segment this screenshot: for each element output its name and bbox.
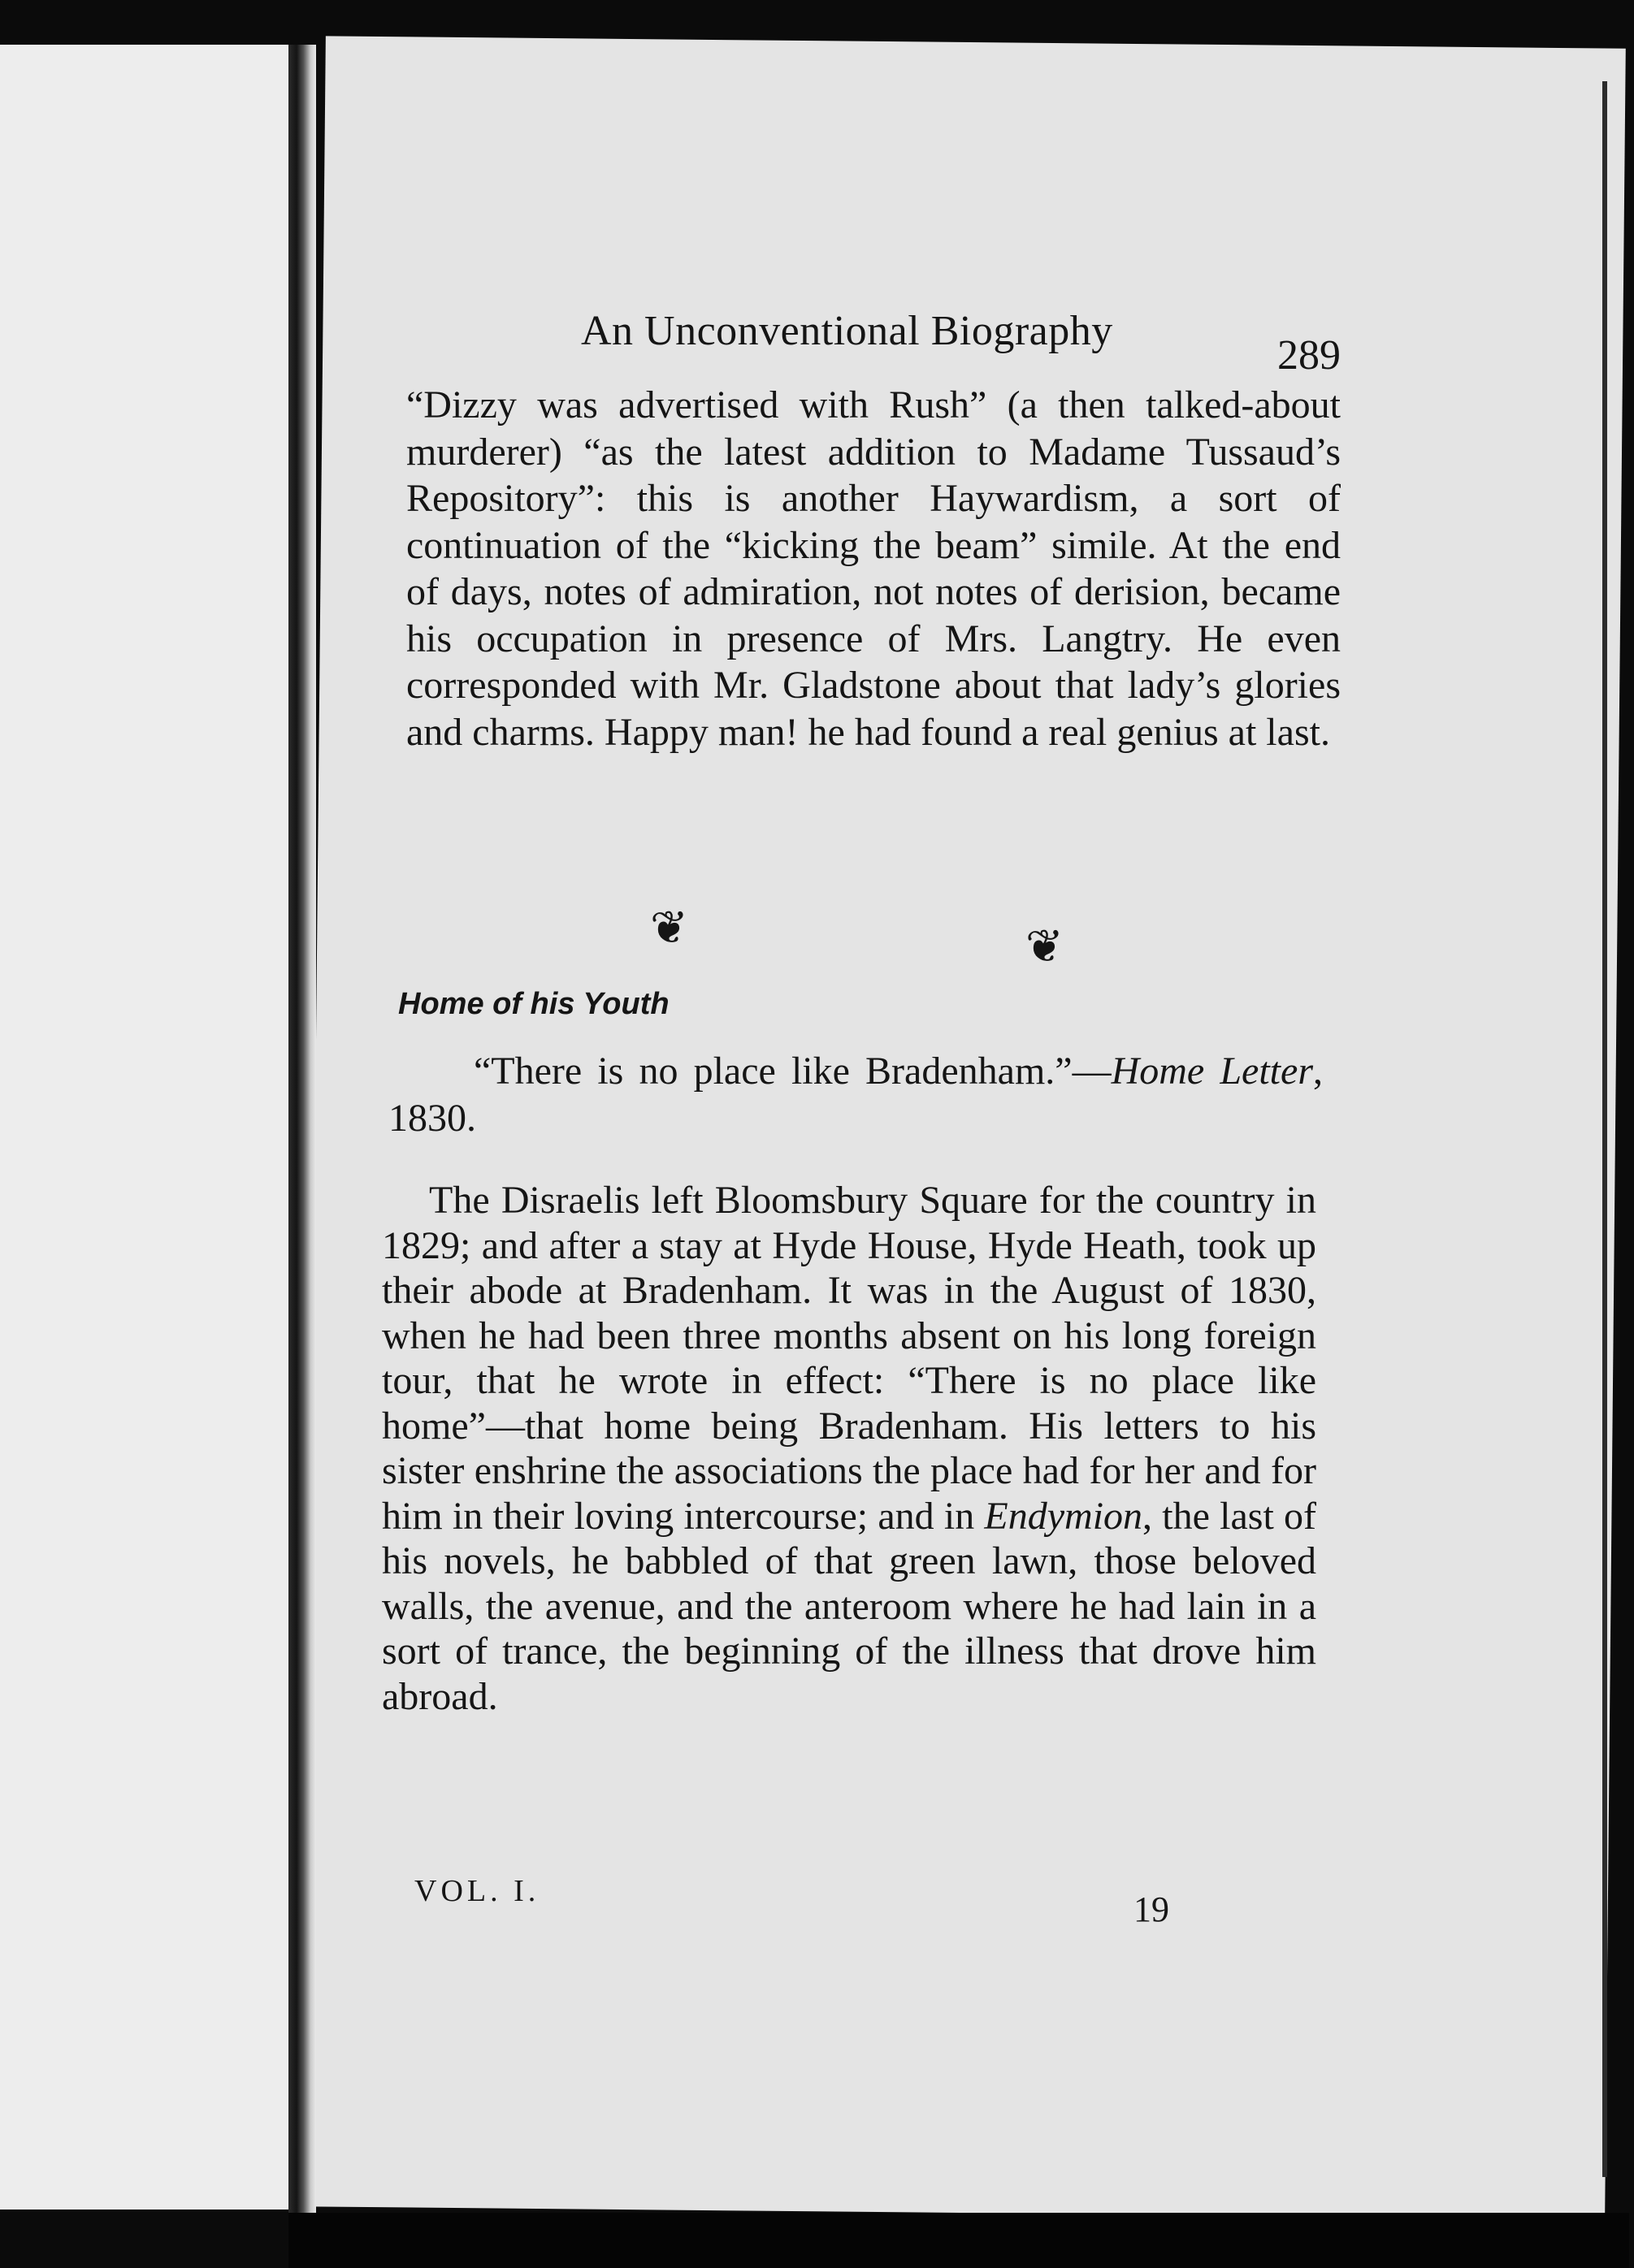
running-title: An Unconventional Biography bbox=[581, 308, 1113, 354]
epigraph-year: , 1830. bbox=[388, 1050, 1323, 1140]
leaf-ornament-icon: ❦ bbox=[1025, 922, 1064, 972]
epigraph-text: “There is no place like Bradenham.”— bbox=[474, 1050, 1112, 1093]
scan-border-bottom bbox=[288, 2213, 1629, 2268]
section-heading: Home of his Youth bbox=[398, 987, 670, 1021]
page-number: 289 bbox=[1277, 332, 1341, 379]
paragraph-dizzy: “Dizzy was advertised with Rush” (a then talked-about murderer) “as the latest addition to Madame Tussaud’s Repository”: this is another Haywardism, a sort of continuation of the “kicking the beam” simile. At the end of days, notes of admiration, not notes of derision, became his occupation in presence of Mrs. Langtry. He even corresponded with Mr. Gladstone about that lady’s glories and charms. Happy man! he had found a real genius at last. bbox=[406, 383, 1341, 754]
paragraph-bradenham bbox=[382, 1178, 1316, 1719]
facing-page-blank bbox=[0, 45, 294, 2210]
leaf-ornament-icon: ❦ bbox=[650, 903, 688, 954]
book-gutter bbox=[288, 45, 316, 2214]
novel-title: Endymion bbox=[984, 1494, 1143, 1538]
page-edge-right bbox=[1602, 81, 1607, 2177]
signature-mark: 19 bbox=[1133, 1889, 1169, 1929]
epigraph-source: Home Letter bbox=[1111, 1050, 1313, 1093]
body-text-part2: , the last of his novels, he babbled of that green lawn, those beloved walls, the avenue, and the anteroom where he had lain in a sort of trance, the beginning of the illness that drove him abroad. bbox=[382, 1494, 1316, 1718]
epigraph bbox=[388, 1048, 1323, 1142]
body-text-part1: The Disraelis left Bloomsbury Square for the country in 1829; and after a stay at Hyde House, Hyde Heath, took up their abode at Bradenham. It was in the August of 1830, when he had been three months absent on his long foreign tour, that he wrote in effect: “There is no place like home”—that home being Bradenham. His letters to his sister enshrine the associations the place had for her and for him in their loving intercourse; and in bbox=[382, 1179, 1316, 1538]
volume-mark: VOL. I. bbox=[414, 1874, 540, 1908]
